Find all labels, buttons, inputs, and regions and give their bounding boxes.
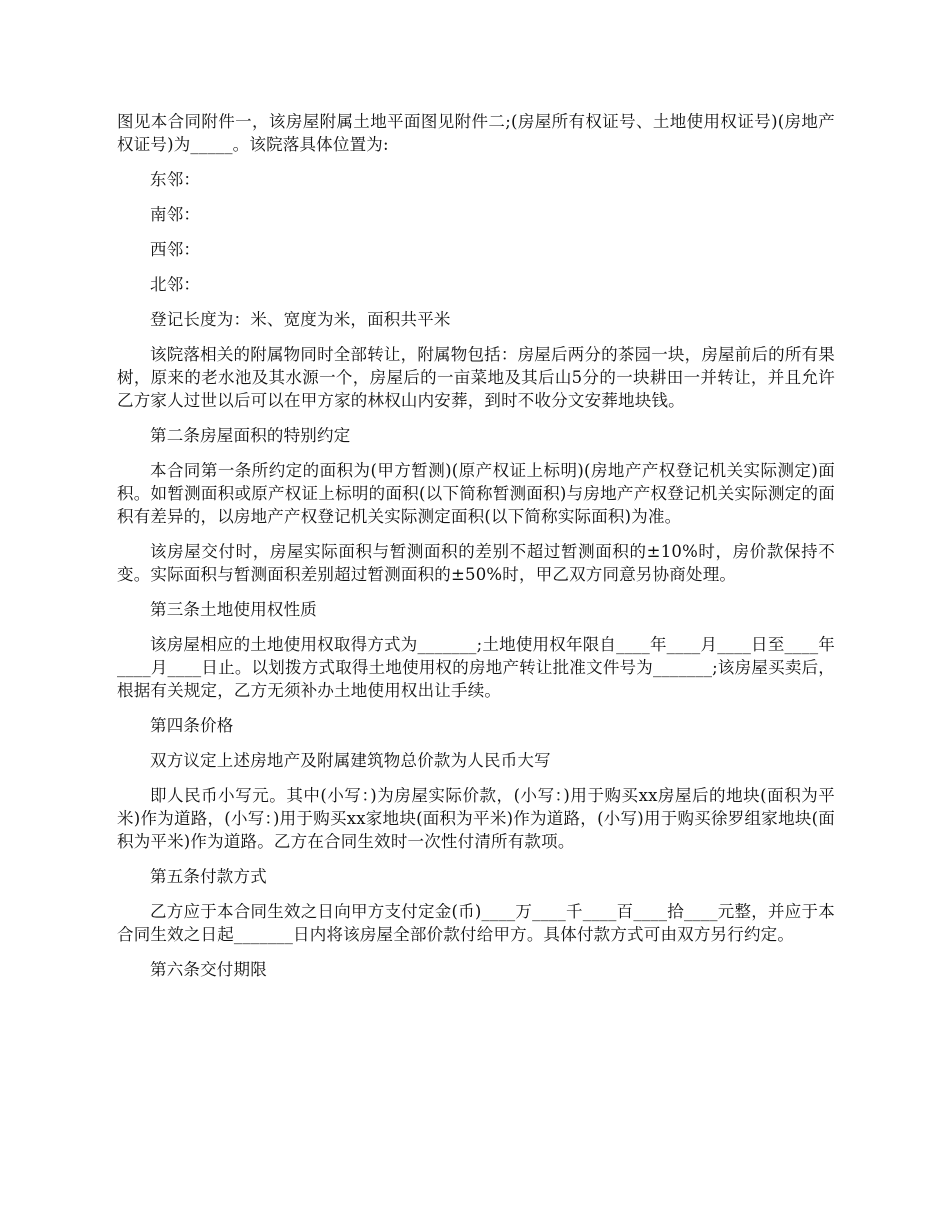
paragraph-area-difference: 该房屋交付时，房屋实际面积与暂测面积的差别不超过暂测面积的±10%时，房价款保持不变。实际面积与暂测面积差别超过暂测面积的±50%时，甲乙双方同意另协商处理。 [117, 542, 835, 584]
paragraph-total-price: 双方议定上述房地产及附属建筑物总价款为人民币大写 [150, 751, 551, 770]
section-heading-article-6: 第六条交付期限 [150, 960, 267, 979]
paragraph-land-use-right: 该房屋相应的土地使用权取得方式为_______;土地使用权年限自____年____月____日至____年____月____日止。以划拨方式取得土地使用权的房地产转让批准文件号为_______;该房屋买卖后，根据有关规定，乙方无须补办土地使用权出让手续。 [117, 635, 835, 700]
paragraph-attachment-location: 图见本合同附件一，该房屋附属土地平面图见附件二;(房屋所有权证号、土地使用权证号)(房地产权证号)为_____。该院落具体位置为: [117, 112, 835, 154]
paragraph-payment-method: 乙方应于本合同生效之日向甲方支付定金(币)____万____千____百____拾____元整，并应于本合同生效之日起_______日内将该房屋全部价款付给甲方。具体付款方式可由双方另行约定。 [117, 902, 835, 944]
section-heading-article-2: 第二条房屋面积的特别约定 [150, 426, 351, 445]
paragraph-area-definition: 本合同第一条所约定的面积为(甲方暂测)(原产权证上标明)(房地产产权登记机关实际测定)面积。如暂测面积或原产权证上标明的面积(以下简称暂测面积)与房地产产权登记机关实际测定的面积有差异的，以房地产产权登记机关实际测定面积(以下简称实际面积)为准。 [117, 461, 835, 526]
section-heading-article-3: 第三条土地使用权性质 [150, 600, 317, 619]
contract-body [117, 110, 835, 993]
section-heading-article-5: 第五条付款方式 [150, 867, 267, 886]
paragraph-registered-size: 登记长度为：米、宽度为米，面积共平米 [150, 310, 451, 329]
paragraph-west-neighbor: 西邻： [150, 240, 201, 259]
paragraph-appurtenances: 该院落相关的附属物同时全部转让，附属物包括：房屋后两分的茶园一块，房屋前后的所有果树，原来的老水池及其水源一个，房屋后的一亩菜地及其后山5分的一块耕田一并转让，并且允许乙方家人过世以后可以在甲方家的林权山内安葬，到时不收分文安葬地块钱。 [117, 345, 835, 410]
section-heading-article-4: 第四条价格 [150, 716, 234, 735]
paragraph-east-neighbor: 东邻： [150, 170, 201, 189]
paragraph-price-breakdown: 即人民币小写元。其中(小写：)为房屋实际价款，(小写：)用于购买xx房屋后的地块(面积为平米)作为道路，(小写：)用于购买xx家地块(面积为平米)作为道路，(小写)用于购买徐罗组家地块(面积为平米)作为道路。乙方在合同生效时一次性付清所有款项。 [117, 786, 835, 851]
paragraph-north-neighbor: 北邻： [150, 275, 201, 294]
paragraph-south-neighbor: 南邻： [150, 205, 201, 224]
